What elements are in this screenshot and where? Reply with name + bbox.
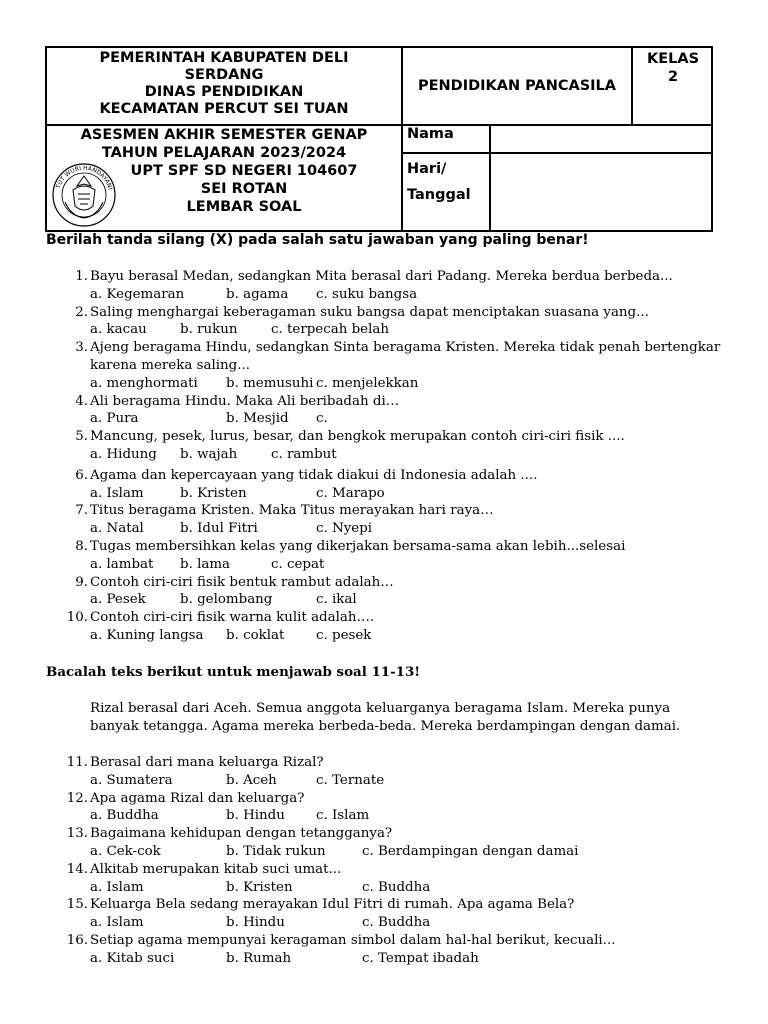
answer-options <box>90 950 726 968</box>
question-text: Mancung, pesek, lurus, besar, dan bengkok merupakan contoh ciri-ciri fisik .... <box>90 429 625 445</box>
option-b[interactable]: b. Tidak rukun <box>226 843 326 859</box>
option-a[interactable]: a. Pura <box>90 411 139 427</box>
option-b[interactable]: b. wajah <box>180 446 238 462</box>
exam-line: ASESMEN AKHIR SEMESTER GENAP <box>80 127 368 143</box>
option-c[interactable]: c. Berdampingan dengan damai <box>362 843 579 859</box>
question-item <box>66 339 726 392</box>
question-item <box>66 896 726 932</box>
question-item <box>66 754 726 790</box>
option-c[interactable]: c. Islam <box>316 808 370 824</box>
option-c[interactable]: c. Buddha <box>362 915 431 931</box>
question-item <box>66 393 726 429</box>
option-b[interactable]: b. Mesjid <box>226 411 289 427</box>
question-text: Contoh ciri-ciri fisik warna kulit adalah…. <box>90 610 375 626</box>
option-c[interactable]: c. Buddha <box>362 879 431 895</box>
question-list-2 <box>66 754 726 968</box>
option-c[interactable]: c. pesek <box>316 627 372 643</box>
question-text: Agama dan kepercayaan yang tidak diakui di Indonesia adalah .... <box>90 467 538 483</box>
question-number: 1. <box>75 269 88 284</box>
question-item <box>66 609 726 645</box>
option-b[interactable]: b. lama <box>180 556 231 572</box>
option-c[interactable]: c. suku bangsa <box>316 286 418 302</box>
question-number: 8. <box>75 538 88 554</box>
question-list <box>66 268 726 645</box>
question-number: 2. <box>75 304 88 320</box>
option-a[interactable]: a. Pesek <box>90 592 146 608</box>
question-item <box>66 932 726 968</box>
option-b[interactable]: b. memusuhi <box>226 375 314 391</box>
question-number: 15. <box>66 897 88 913</box>
question-text: Titus beragama Kristen. Maka Titus merayakan hari raya… <box>90 503 494 519</box>
answer-options <box>90 485 726 503</box>
option-a[interactable]: a. menghormati <box>90 375 198 391</box>
answer-options <box>90 446 726 464</box>
section-title: Bacalah teks berikut untuk menjawab soal 11-13! <box>46 664 421 680</box>
question-item <box>66 790 726 826</box>
question-text: Saling menghargai keberagaman suku bangsa dapat menciptakan suasana yang... <box>90 304 649 320</box>
question-text: Berasal dari mana keluarga Rizal? <box>90 755 324 770</box>
question-item <box>66 467 726 503</box>
header-divider <box>489 124 491 230</box>
option-b[interactable]: b. agama <box>226 286 289 302</box>
question-text: Ajeng beragama Hindu, sedangkan Sinta beragama Kristen. Mereka tidak penah bertengkar karena mereka saling... <box>90 340 721 373</box>
option-b[interactable]: b. Rumah <box>226 950 292 966</box>
option-a[interactable]: a. Buddha <box>90 808 159 824</box>
name-label: Nama <box>407 126 454 142</box>
exam-header-table <box>45 46 713 232</box>
subject-name: PENDIDIKAN PANCASILA <box>418 78 616 94</box>
question-number: 14. <box>66 861 88 877</box>
option-a[interactable]: a. Natal <box>90 521 144 537</box>
exam-line: TAHUN PELAJARAN 2023/2024 <box>101 145 347 161</box>
option-b[interactable]: b. Kristen <box>226 879 293 895</box>
option-c[interactable]: c. ikal <box>316 592 357 608</box>
answer-options <box>90 321 726 339</box>
answer-options <box>90 410 726 428</box>
question-number: 7. <box>75 503 88 519</box>
answer-options <box>90 843 726 861</box>
option-a[interactable]: a. Islam <box>90 879 144 895</box>
question-item <box>66 428 726 464</box>
question-text: Bayu berasal Medan, sedangkan Mita berasal dari Padang. Mereka berdua berbeda... <box>90 269 673 284</box>
question-number: 11. <box>66 755 88 770</box>
day-date-label <box>407 156 471 208</box>
option-a[interactable]: a. Kitab suci <box>90 950 175 966</box>
class-value: 2 <box>667 69 679 85</box>
question-text: Keluarga Bela sedang merayakan Idul Fitri di rumah. Apa agama Bela? <box>90 897 575 913</box>
option-a[interactable]: a. Cek-cok <box>90 843 161 859</box>
gov-line: KECAMATAN PERCUT SEI TUAN <box>99 101 349 117</box>
question-text: Setiap agama mempunyai keragaman simbol dalam hal-hal berikut, kecuali... <box>90 932 616 948</box>
question-text: Contoh ciri-ciri fisik bentuk rambut adalah… <box>90 574 394 590</box>
question-item <box>66 502 726 538</box>
reading-passage: Rizal berasal dari Aceh. Semua anggota keluarganya beragama Islam. Mereka punya banyak tetangga. Agama mereka berbeda-beda. Mereka berdampingan dengan damai. <box>90 701 681 734</box>
exam-line: LEMBAR SOAL <box>186 199 302 215</box>
option-c[interactable]: c. Marapo <box>316 485 385 501</box>
question-number: 9. <box>75 574 88 590</box>
header-divider <box>401 152 711 154</box>
gov-line: PEMERINTAH KABUPATEN DELI <box>99 50 349 66</box>
option-c[interactable]: c. rambut <box>271 446 337 462</box>
question-item <box>66 304 726 340</box>
logo-text: TUT WURI HANDAYANI <box>54 164 114 191</box>
gov-line: SERDANG <box>184 67 264 83</box>
answer-options <box>90 772 726 790</box>
question-item <box>66 861 726 897</box>
option-c[interactable]: c. menjelekkan <box>316 375 419 391</box>
option-b[interactable]: b. rukun <box>180 322 238 338</box>
question-text: Apa agama Rizal dan keluarga? <box>90 790 305 806</box>
class-label: KELAS <box>646 51 700 67</box>
option-b[interactable]: b. gelombang <box>180 592 273 608</box>
option-b[interactable]: b. Hindu <box>226 808 285 824</box>
class-cell <box>633 48 713 124</box>
instruction-text: Berilah tanda silang (X) pada salah satu jawaban yang paling benar! <box>46 232 589 248</box>
answer-options <box>90 556 726 574</box>
option-c[interactable]: c. Tempat ibadah <box>362 950 479 966</box>
question-item <box>66 538 726 574</box>
answer-options <box>90 375 726 393</box>
option-c[interactable]: c. cepat <box>271 556 325 572</box>
question-number: 5. <box>75 429 88 445</box>
option-c[interactable]: c. Ternate <box>316 772 385 788</box>
question-number: 4. <box>75 393 88 409</box>
question-text: Tugas membersihkan kelas yang dikerjakan bersama-sama akan lebih...selesai <box>90 538 626 554</box>
answer-options <box>90 914 726 932</box>
option-a[interactable]: a. kacau <box>90 322 147 338</box>
question-number: 3. <box>75 340 88 356</box>
question-number: 12. <box>66 790 88 806</box>
exam-line: SEI ROTAN <box>200 181 288 197</box>
question-number: 10. <box>66 610 88 626</box>
question-item <box>66 825 726 861</box>
option-a[interactable]: a. Hidung <box>90 446 157 462</box>
option-a[interactable]: a. Islam <box>90 485 144 501</box>
government-heading <box>47 48 401 124</box>
question-number: 13. <box>66 826 88 842</box>
option-a[interactable]: a. Kegemaran <box>90 286 185 302</box>
answer-options <box>90 286 726 304</box>
day-label: Hari/ <box>407 161 447 177</box>
date-label: Tanggal <box>407 187 471 203</box>
gov-line: DINAS PENDIDIKAN <box>144 84 304 100</box>
question-text: Alkitab merupakan kitab suci umat... <box>90 861 342 877</box>
answer-options <box>90 520 726 538</box>
answer-options <box>90 591 726 609</box>
option-a[interactable]: a. Kuning langsa <box>90 627 204 643</box>
question-number: 6. <box>75 467 88 483</box>
question-text: Bagaimana kehidupan dengan tetangganya? <box>90 826 393 842</box>
option-a[interactable]: a. Islam <box>90 915 144 931</box>
question-number: 16. <box>66 932 88 948</box>
question-text: Ali beragama Hindu. Maka Ali beribadah di… <box>90 393 400 409</box>
option-a[interactable]: a. Sumatera <box>90 772 173 788</box>
answer-options <box>90 627 726 645</box>
option-c[interactable]: c. <box>316 411 328 427</box>
question-item <box>66 268 726 304</box>
exam-heading <box>47 126 401 232</box>
option-b[interactable]: b. Kristen <box>180 485 247 501</box>
answer-options <box>90 807 726 825</box>
exam-line: UPT SPF SD NEGERI 104607 <box>130 163 358 179</box>
answer-options <box>90 879 726 897</box>
option-c[interactable]: c. Nyepi <box>316 521 373 537</box>
option-b[interactable]: b. Hindu <box>226 915 285 931</box>
option-c[interactable]: c. terpecah belah <box>271 322 389 338</box>
question-item <box>66 574 726 610</box>
option-b[interactable]: b. Idul Fitri <box>180 521 258 537</box>
option-a[interactable]: a. lambat <box>90 556 154 572</box>
tut-wuri-handayani-logo <box>51 162 117 228</box>
option-b[interactable]: b. Aceh <box>226 772 277 788</box>
option-b[interactable]: b. coklat <box>226 627 285 643</box>
